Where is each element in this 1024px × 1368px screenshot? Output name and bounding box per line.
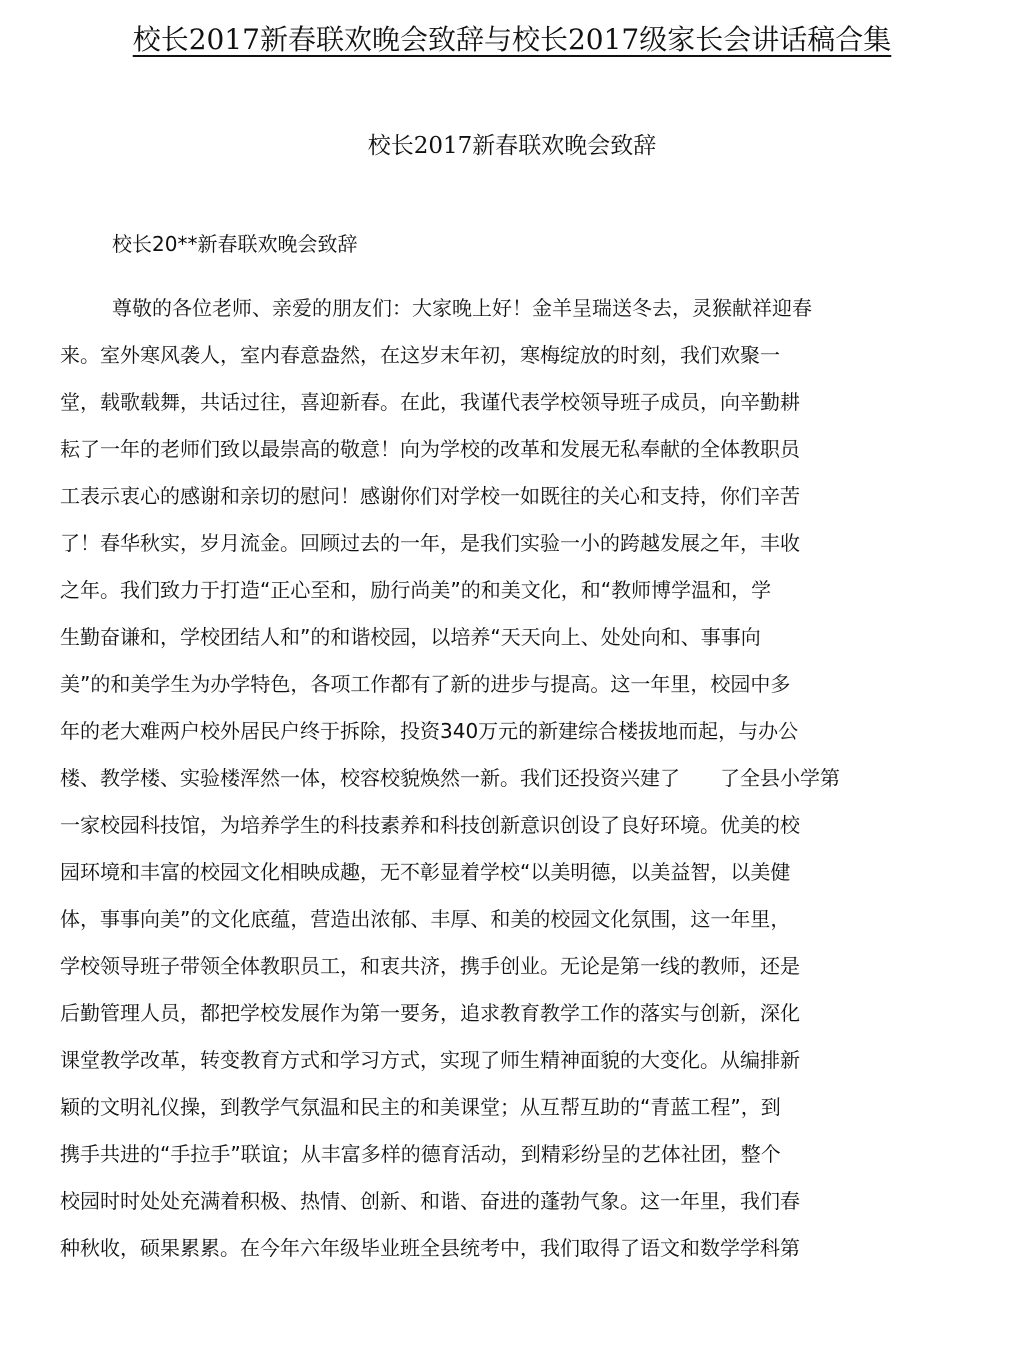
body-line: 来。室外寒风袭人，室内春意盎然，在这岁末年初，寒梅绽放的时刻，我们欢聚一	[60, 343, 780, 367]
speech-subheading: 校长20**新春联欢晚会致辞	[112, 232, 358, 256]
body-line: 之年。我们致力于打造“正心至和，励行尚美”的和美文化，和“教师博学温和，学	[60, 578, 772, 602]
body-line: 体，事事向美”的文化底蕴，营造出浓郁、丰厚、和美的校园文化氛围，这一年里，	[60, 907, 791, 931]
body-line: 课堂教学改革，转变教育方式和学习方式，实现了师生精神面貌的大变化。从编排新	[60, 1048, 800, 1072]
section-title: 校长2017新春联欢晚会致辞	[367, 133, 657, 159]
body-line: 耘了一年的老师们致以最崇高的敬意！向为学校的改革和发展无私奉献的全体教职员	[60, 437, 800, 461]
body-line: 一家校园科技馆，为培养学生的科技素养和科技创新意识创设了良好环境。优美的校	[60, 813, 800, 837]
body-line: 种秋收，硕果累累。在今年六年级毕业班全县统考中，我们取得了语文和数学学科第	[60, 1236, 800, 1260]
body-line: 学校领导班子带领全体教职员工，和衷共济，携手创业。无论是第一线的教师，还是	[60, 954, 800, 978]
body-line: 后勤管理人员，都把学校发展作为第一要务，追求教育教学工作的落实与创新，深化	[60, 1001, 800, 1025]
body-line: 美”的和美学生为办学特色，各项工作都有了新的进步与提高。这一年里，校园中多	[60, 672, 791, 696]
body-line: 颖的文明礼仪操，到教学气氛温和民主的和美课堂；从互帮互助的“青蓝工程”，到	[60, 1095, 781, 1119]
body-line: 园环境和丰富的校园文化相映成趣，无不彰显着学校“以美明德，以美益智，以美健	[60, 860, 791, 884]
body-line: 携手共进的“手拉手”联谊；从丰富多样的德育活动，到精彩纷呈的艺体社团，整个	[60, 1142, 781, 1166]
body-line: 楼、教学楼、实验楼浑然一体，校容校貌焕然一新。我们还投资兴建了 了全县小学第	[60, 766, 840, 790]
body-line: 生勤奋谦和，学校团结人和”的和谐校园，以培养“天天向上、处处向和、事事向	[60, 625, 761, 649]
body-line: 年的老大难两户校外居民户终于拆除，投资340万元的新建综合楼拔地而起，与办公	[60, 719, 799, 743]
body-line: 尊敬的各位老师、亲爱的朋友们：大家晚上好！金羊呈瑞送冬去，灵猴献祥迎春	[112, 296, 812, 320]
body-line: 工表示衷心的感谢和亲切的慰问！感谢你们对学校一如既往的关心和支持，你们辛苦	[60, 484, 800, 508]
body-line: 了！春华秋实，岁月流金。回顾过去的一年，是我们实验一小的跨越发展之年，丰收	[60, 531, 800, 555]
body-line: 校园时时处处充满着积极、热情、创新、和谐、奋进的蓬勃气象。这一年里，我们春	[60, 1189, 800, 1213]
speech-body	[60, 288, 980, 1275]
body-line: 堂，载歌载舞，共话过往，喜迎新春。在此，我谨代表学校领导班子成员，向辛勤耕	[60, 390, 800, 414]
document-title: 校长2017新春联欢晚会致辞与校长2017级家长会讲话稿合集	[132, 23, 892, 56]
